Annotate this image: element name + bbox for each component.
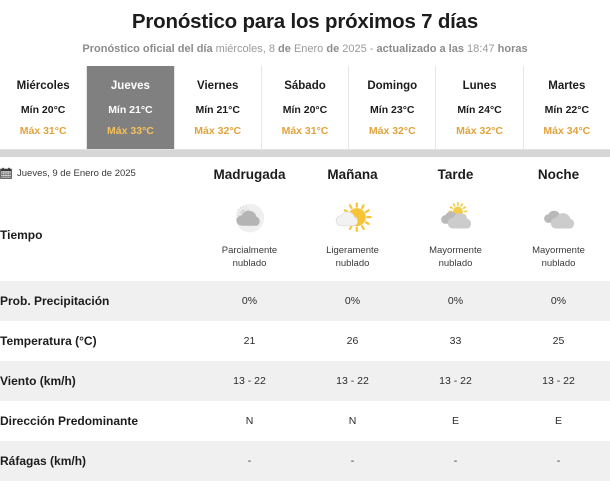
weather-text-line1: Mayormente <box>429 245 482 256</box>
row-value-cell: 0% <box>550 295 567 307</box>
slot-header-tarde: Tarde <box>437 166 474 182</box>
detail-row-prob-precipitaci-n <box>0 281 610 321</box>
day-tab-max-temp: Máx 32°C <box>456 125 503 137</box>
detail-header-row <box>0 157 610 189</box>
day-tab-name: Sábado <box>284 80 326 92</box>
row-value-cell: 25 <box>552 335 565 347</box>
day-tab-jueves[interactable] <box>87 66 174 149</box>
row-value-cell: - <box>247 455 252 467</box>
day-tab-domingo[interactable] <box>349 66 436 149</box>
row-label: Ráfagas (km/h) <box>0 454 87 468</box>
detail-row-viento-km-h <box>0 361 610 401</box>
calendar-icon <box>0 167 12 182</box>
subtitle-part-8: 18:47 <box>467 43 495 55</box>
weather-text-line2: nublado <box>541 257 576 269</box>
weather-text-line1: Mayormente <box>532 245 585 256</box>
day-tab-name: Martes <box>548 80 586 92</box>
subtitle-part-6: 2025 - <box>342 43 374 55</box>
day-tab-lunes[interactable] <box>436 66 523 149</box>
subtitle-part-9: horas <box>497 43 528 55</box>
day-tab-min-temp: Mín 21°C <box>108 104 153 116</box>
row-value-cell: 13 - 22 <box>439 375 472 387</box>
mostly-cloudy-icon <box>507 200 610 240</box>
row-value-cell: 13 - 22 <box>542 375 575 387</box>
subtitle-part-1: Pronóstico oficial del día <box>82 43 213 55</box>
forecast-detail-table <box>0 157 610 481</box>
day-tab-min-temp: Mín 23°C <box>370 104 415 116</box>
slot-header-mañana: Mañana <box>327 166 378 182</box>
row-value-cell: - <box>453 455 458 467</box>
row-value-cell: 0% <box>241 295 258 307</box>
weather-text-line2: nublado <box>232 257 267 269</box>
day-tab-min-temp: Mín 21°C <box>195 104 240 116</box>
row-value-cell: E <box>451 415 459 427</box>
page-subtitle <box>0 42 610 57</box>
partly-cloudy-icon <box>198 200 301 240</box>
weather-text-line2: nublado <box>335 257 370 269</box>
day-tabs <box>0 66 610 150</box>
selected-date-cell <box>0 157 198 189</box>
row-value-cell: 13 - 22 <box>233 375 266 387</box>
selected-date-label: Jueves, 9 de Enero de 2025 <box>17 167 136 179</box>
weather-text-line2: nublado <box>438 257 473 269</box>
day-tab-max-temp: Máx 32°C <box>368 125 416 137</box>
row-value-cell: 0% <box>344 295 361 307</box>
day-tab-viernes[interactable] <box>175 66 262 149</box>
day-tab-max-temp: Máx 31°C <box>19 125 67 137</box>
detail-row-r-fagas-km-h <box>0 441 610 481</box>
row-value-cell: 13 - 22 <box>336 375 369 387</box>
day-tab-name: Lunes <box>462 80 497 92</box>
detail-row-direcci-n-predominante <box>0 401 610 441</box>
day-tab-min-temp: Mín 24°C <box>457 104 502 116</box>
row-label: Dirección Predominante <box>0 414 139 428</box>
day-tab-sábado[interactable] <box>262 66 349 149</box>
row-value-cell: 21 <box>243 335 256 347</box>
weather-cell <box>198 189 301 281</box>
row-label: Temperatura (°C) <box>0 334 97 348</box>
weather-cell <box>404 189 507 281</box>
page-header <box>0 0 610 57</box>
row-value-cell: 0% <box>447 295 464 307</box>
weather-text-line1: Ligeramente <box>326 245 379 256</box>
slot-header-madrugada: Madrugada <box>213 166 286 182</box>
row-value-cell: N <box>245 415 254 427</box>
subtitle-part-4: Enero <box>293 43 324 55</box>
subtitle-part-7: actualizado a las <box>376 43 464 55</box>
day-tabs-container <box>0 66 610 157</box>
day-tab-name: Viernes <box>197 80 239 92</box>
row-value-cell: - <box>350 455 355 467</box>
subtitle-part-5: de <box>326 43 340 55</box>
day-tab-max-temp: Máx 34°C <box>543 125 591 137</box>
weather-cell <box>301 189 404 281</box>
day-tab-name: Domingo <box>367 80 418 92</box>
day-tab-max-temp: Máx 31°C <box>281 125 329 137</box>
day-tab-name: Miércoles <box>16 80 70 92</box>
mostly-cloudy-sun-icon <box>404 200 507 240</box>
day-tab-miércoles[interactable] <box>0 66 87 149</box>
row-value-cell: 33 <box>449 335 462 347</box>
subtitle-part-3: de <box>278 43 291 55</box>
day-tab-max-temp: Máx 33°C <box>107 125 154 137</box>
day-tab-martes[interactable] <box>524 66 610 149</box>
day-tab-min-temp: Mín 20°C <box>20 104 66 116</box>
row-label: Tiempo <box>0 228 43 242</box>
detail-row-tiempo <box>0 189 610 281</box>
row-label: Viento (km/h) <box>0 374 76 388</box>
slot-header-noche: Noche <box>537 166 580 182</box>
row-value-cell: - <box>556 455 561 467</box>
day-tab-min-temp: Mín 22°C <box>544 104 590 116</box>
row-value-cell: E <box>554 415 562 427</box>
weather-text-line1: Parcialmente <box>221 245 278 256</box>
weather-cell <box>507 189 610 281</box>
day-tab-min-temp: Mín 20°C <box>282 104 328 116</box>
day-tab-max-temp: Máx 32°C <box>194 125 242 137</box>
page-title: Pronóstico para los próximos 7 días <box>131 10 479 33</box>
row-value-cell: 26 <box>346 335 359 347</box>
sun-cloud-icon <box>301 200 404 240</box>
row-value-cell: N <box>348 415 357 427</box>
tabs-divider <box>0 150 610 157</box>
day-tab-name: Jueves <box>110 80 150 92</box>
row-label: Prob. Precipitación <box>0 294 110 308</box>
subtitle-part-2: miércoles, 8 <box>215 43 275 55</box>
detail-row-temperatura-c <box>0 321 610 361</box>
